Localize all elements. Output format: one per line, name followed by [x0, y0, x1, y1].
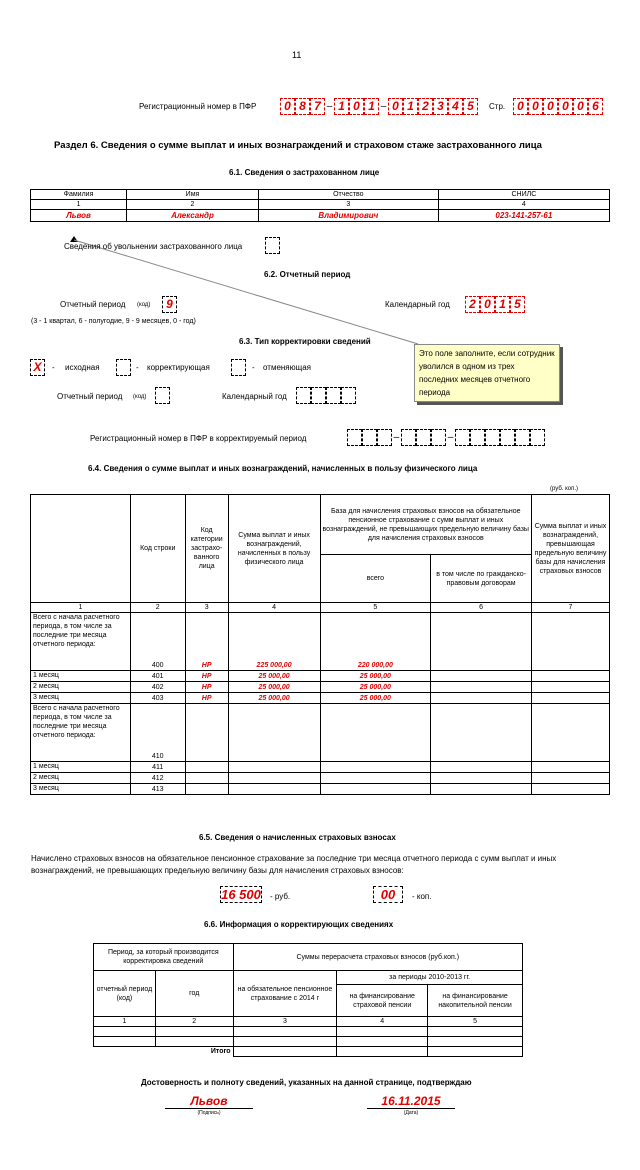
row-sum[interactable]: [228, 773, 320, 784]
year-field[interactable]: [465, 296, 525, 313]
kop-field[interactable]: 00: [373, 886, 403, 903]
row-sum[interactable]: 25 000,00: [228, 693, 320, 704]
col-name: Имя: [127, 190, 259, 200]
col-year: год: [155, 971, 233, 1017]
corr-period-label: Отчетный период: [57, 392, 123, 401]
row-excess[interactable]: [532, 693, 610, 704]
row-code: 401: [130, 671, 185, 682]
row-code: 411: [130, 762, 185, 773]
page-label: Стр.: [489, 102, 506, 111]
row-total[interactable]: 25 000,00: [320, 693, 431, 704]
row-label: 2 месяц: [31, 682, 131, 693]
payments-table: [30, 494, 610, 795]
dash: -: [52, 363, 55, 372]
col-period: Период, за который производится корректировка сведений: [94, 944, 234, 971]
reg-digit-cell[interactable]: 1: [334, 98, 349, 115]
page-number: 11: [292, 50, 302, 60]
dash: -: [136, 363, 139, 372]
row-category[interactable]: НР: [185, 671, 228, 682]
col-insurance: на финансирование страховой пенсии: [337, 985, 428, 1017]
row-code: 403: [130, 693, 185, 704]
row-total[interactable]: 220 000,00: [320, 613, 431, 671]
code-label: (код): [137, 302, 151, 308]
table-row: [31, 762, 610, 773]
reg-digit-cell[interactable]: 1: [364, 98, 379, 115]
reg-digit-cell[interactable]: 4: [448, 98, 463, 115]
s62-title: 6.2. Отчетный период: [264, 270, 351, 279]
year-digit-cell[interactable]: 1: [495, 296, 510, 313]
col-civil: в том числе по гражданско-правовым договорам: [431, 555, 532, 603]
col-patronymic: Отчество: [258, 190, 438, 200]
row-sum[interactable]: 225 000,00: [228, 613, 320, 671]
col-2010: за периоды 2010-2013 гг.: [337, 971, 523, 985]
row-category[interactable]: [185, 704, 228, 762]
dash: -: [252, 363, 255, 372]
original-checkbox[interactable]: X: [30, 359, 45, 376]
year-label: Календарный год: [385, 300, 450, 309]
col-surname: Фамилия: [31, 190, 127, 200]
row-excess[interactable]: [532, 671, 610, 682]
row-code: 402: [130, 682, 185, 693]
unit-label: (руб. коп.): [550, 486, 579, 492]
corr-year-field[interactable]: [296, 387, 356, 404]
date[interactable]: 16.11.2015: [367, 1094, 455, 1109]
row-excess[interactable]: [532, 682, 610, 693]
s65-text: Начислено страховых взносов на обязательное пенсионное страхование за последние три месяца отчетного периода с сумм выплат и иных вознаграждений, не превышающих предельную величину базы для начисления страховых взносов:: [31, 854, 557, 875]
table-row: [31, 671, 610, 682]
row-label: 3 месяц: [31, 693, 131, 704]
row-excess[interactable]: [532, 762, 610, 773]
year-digit-cell[interactable]: 0: [480, 296, 495, 313]
correcting-checkbox[interactable]: [116, 359, 131, 376]
row-total[interactable]: 25 000,00: [320, 671, 431, 682]
s65-title: 6.5. Сведения о начисленных страховых взносах: [199, 833, 396, 842]
row-civil[interactable]: [431, 704, 532, 762]
row-label: 3 месяц: [31, 784, 131, 795]
row-code: 413: [130, 784, 185, 795]
page-digit-cell[interactable]: 0: [558, 98, 573, 115]
col-funded: на финансирование накопительной пенсии: [428, 985, 523, 1017]
period-field[interactable]: 9: [162, 296, 177, 313]
surname-value[interactable]: Львов: [31, 210, 127, 222]
row-category[interactable]: НР: [185, 693, 228, 704]
total-label: Итого: [155, 1047, 233, 1057]
row-total[interactable]: [320, 784, 431, 795]
row-total[interactable]: [320, 704, 431, 762]
s66-title: 6.6. Информация о корректирующих сведениях: [204, 920, 394, 929]
snils-value[interactable]: 023-141-257-61: [438, 210, 609, 222]
reg-digit-cell[interactable]: 3: [433, 98, 448, 115]
row-excess[interactable]: [532, 773, 610, 784]
corr-year-label: Календарный год: [222, 392, 287, 401]
row-code: 400: [130, 613, 185, 671]
reg-digit-cell[interactable]: 1: [403, 98, 418, 115]
col-sums: Суммы перерасчета страховых взносов (руб.коп.): [233, 944, 522, 971]
page-digit-cell[interactable]: 0: [528, 98, 543, 115]
col-2014: на обязательное пенсионное страхование с 2014 г: [233, 971, 337, 1017]
col-sum: Сумма выплат и иных вознаграждений, начисленных в пользу физического лица: [228, 495, 320, 603]
correcting-label: корректирующая: [147, 363, 210, 372]
row-total[interactable]: 25 000,00: [320, 682, 431, 693]
corr-reg-field[interactable]: – –: [347, 429, 545, 446]
name-value[interactable]: Александр: [127, 210, 259, 222]
patronymic-value[interactable]: Владимирович: [258, 210, 438, 222]
rub-label: - руб.: [270, 892, 291, 901]
corr-reg-label: Регистрационный номер в ПФР в корректируемый период: [90, 434, 307, 443]
table-row: [31, 613, 610, 671]
row-category[interactable]: НР: [185, 682, 228, 693]
row-category[interactable]: [185, 773, 228, 784]
row-sum[interactable]: [228, 704, 320, 762]
year-digit-cell[interactable]: 5: [510, 296, 525, 313]
reg-digit-cell[interactable]: 5: [463, 98, 478, 115]
col-total: всего: [320, 555, 431, 603]
table-row: [31, 773, 610, 784]
row-civil[interactable]: [431, 682, 532, 693]
separator: –: [326, 101, 333, 112]
column-numbers: 1 2 3 4 5 6 7: [31, 603, 610, 613]
reg-digit-cell[interactable]: 7: [310, 98, 325, 115]
col-base: База для начисления страховых взносов на обязательное пенсионное страхование с сумм выплат и иных вознаграждений, не превышающих предельную величину базы для начисления страховых взносов: [320, 495, 531, 555]
table-row: [31, 784, 610, 795]
separator: –: [380, 101, 387, 112]
row-code: 410: [130, 704, 185, 762]
reg-digit-cell[interactable]: 0: [388, 98, 403, 115]
reg-digit-cell[interactable]: 2: [418, 98, 433, 115]
row-sum[interactable]: [228, 762, 320, 773]
cancelling-checkbox[interactable]: [231, 359, 246, 376]
row-total[interactable]: [320, 773, 431, 784]
dismissal-field[interactable]: [265, 237, 280, 254]
table-row: [31, 704, 610, 762]
row-civil[interactable]: [431, 784, 532, 795]
table-row: [31, 682, 610, 693]
row-label: 2 месяц: [31, 773, 131, 784]
cancelling-label: отменяющая: [263, 363, 311, 372]
original-label: исходная: [65, 363, 100, 372]
col-category: Код категории застрахо-ванного лица: [185, 495, 228, 603]
row-excess[interactable]: [532, 704, 610, 762]
reg-label: Регистрационный номер в ПФР: [139, 102, 257, 111]
period-hint: (3 - 1 квартал, 6 - полугодие, 9 - 9 месяцев, 0 - год): [31, 318, 196, 325]
row-civil[interactable]: [431, 762, 532, 773]
help-note: Это поле заполните, если сотрудник уволился в одном из трех последних месяцев отчетного периода: [414, 344, 560, 402]
row-civil[interactable]: [431, 693, 532, 704]
signature-caption: (Подпись): [197, 1110, 221, 1116]
confirm-text: Достоверность и полноту сведений, указанных на данной странице, подтверждаю: [141, 1078, 472, 1087]
row-category[interactable]: [185, 784, 228, 795]
kop-label: - коп.: [412, 892, 432, 901]
row-excess[interactable]: [532, 613, 610, 671]
reg-digit-cell[interactable]: 8: [295, 98, 310, 115]
col-code: Код строки: [130, 495, 185, 603]
row-civil[interactable]: [431, 613, 532, 671]
s61-title: 6.1. Сведения о застрахованном лице: [229, 168, 380, 177]
row-excess[interactable]: [532, 784, 610, 795]
col-snils: СНИЛС: [438, 190, 609, 200]
row-sum[interactable]: [228, 784, 320, 795]
s64-title: 6.4. Сведения о сумме выплат и иных вознаграждений, начисленных в пользу физического лица: [88, 464, 478, 473]
row-civil[interactable]: [431, 671, 532, 682]
row-sum[interactable]: 25 000,00: [228, 671, 320, 682]
corr-period-field[interactable]: [155, 387, 170, 404]
page-digit-cell[interactable]: 0: [543, 98, 558, 115]
row-category[interactable]: НР: [185, 613, 228, 671]
total-row: [94, 1047, 523, 1057]
row-civil[interactable]: [431, 773, 532, 784]
year-digit-cell[interactable]: 2: [465, 296, 480, 313]
reg-digit-cell[interactable]: 0: [349, 98, 364, 115]
table-row: [94, 1037, 523, 1047]
page-digit-cell[interactable]: 6: [588, 98, 603, 115]
col-excess: Сумма выплат и иных вознаграждений, превышающая предельную величину базы для начисления страховых взносов: [532, 495, 610, 603]
corrections-table: Период, за который производится корректировка сведений Суммы перерасчета страховых взносов (руб.коп.) отчетный период (код) год на обязательное пенсионное страхование с 2014 г за периоды 2010-2013 гг. на финансирование страховой пенсии на финансирование накопительной пенсии 1 2 3 4 5 Итого: [93, 943, 523, 1057]
page-digit-cell[interactable]: 0: [573, 98, 588, 115]
rub-field[interactable]: 16 500: [221, 887, 261, 902]
row-label: 1 месяц: [31, 671, 131, 682]
signature[interactable]: Львов: [165, 1094, 253, 1109]
period-label: Отчетный период: [60, 300, 126, 309]
reg-digit-cell[interactable]: 0: [280, 98, 295, 115]
s63-title: 6.3. Тип корректировки сведений: [239, 337, 371, 346]
row-label: Всего с начала расчетного периода, в том числе за последние три месяца отчетного периода:: [31, 704, 131, 762]
insured-person-table: Фамилия Имя Отчество СНИЛС 1 2 3 4 Львов Александр Владимирович 023-141-257-61: [30, 189, 610, 222]
dismissal-label: Сведения об увольнении застрахованного лица: [64, 242, 243, 251]
col-period-code: отчетный период (код): [94, 971, 156, 1017]
row-code: 412: [130, 773, 185, 784]
row-label: Всего с начала расчетного периода, в том числе за последние три месяца отчетного периода:: [31, 613, 131, 671]
row-total[interactable]: [320, 762, 431, 773]
row-label: 1 месяц: [31, 762, 131, 773]
page-digit-cell[interactable]: 0: [513, 98, 528, 115]
row-sum[interactable]: 25 000,00: [228, 682, 320, 693]
date-caption: (Дата): [403, 1110, 419, 1116]
section-title: Раздел 6. Сведения о сумме выплат и иных вознаграждений и страховом стаже застрахованного лица: [54, 140, 542, 151]
table-row: [94, 1027, 523, 1037]
code-label: (код): [133, 394, 147, 400]
row-category[interactable]: [185, 762, 228, 773]
table-row: [31, 693, 610, 704]
